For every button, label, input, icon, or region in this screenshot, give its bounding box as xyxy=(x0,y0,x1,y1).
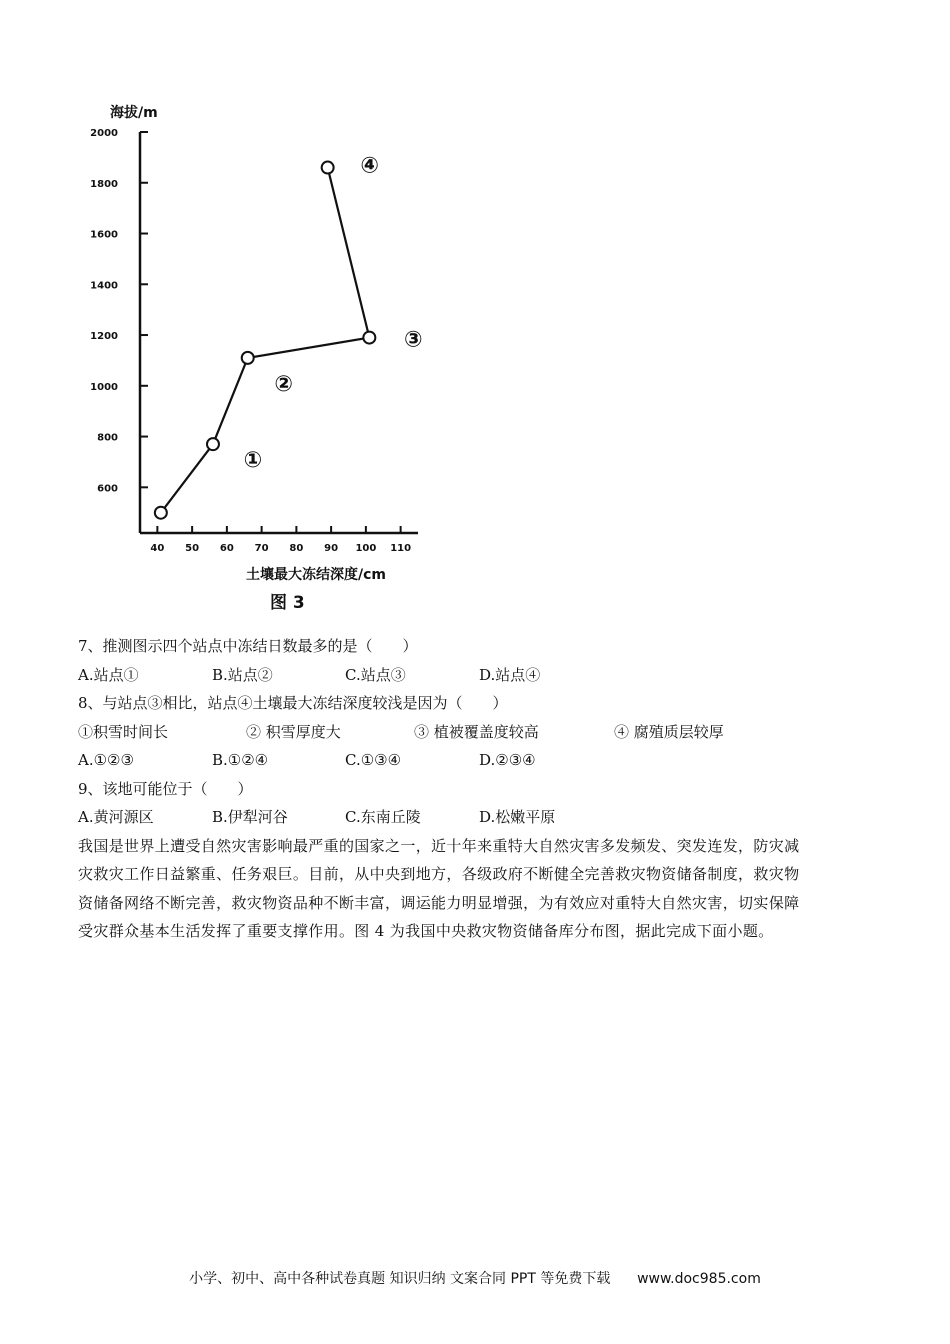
y-tick-label: 1400 xyxy=(90,280,118,292)
footer-site-link[interactable]: www.doc985.com xyxy=(637,1271,761,1287)
x-tick-label: 100 xyxy=(355,543,377,554)
y-tick-label: 600 xyxy=(97,483,118,495)
data-point xyxy=(242,352,254,364)
x-tick-label: 40 xyxy=(150,543,165,554)
q8-option-b[interactable]: B.①②④ xyxy=(212,751,269,769)
q9-option-b[interactable]: B.伊犁河谷 xyxy=(212,808,288,826)
q8-statement-2: ② 积雪厚度大 xyxy=(246,722,341,741)
figure-caption: 图 3 xyxy=(270,593,305,613)
q7-option-d[interactable]: D.站点④ xyxy=(479,665,541,684)
passage-line: 资储备网络不断完善，救灾物资品种不断丰富，调运能力明显增强，为有效应对重特大自然灾害，切实保障 xyxy=(78,893,800,912)
question-9-stem: 9、该地可能位于（ ） xyxy=(78,779,253,798)
q8-option-a[interactable]: A.①②③ xyxy=(78,751,134,769)
question-8-options xyxy=(78,746,878,775)
y-tick-label: 1000 xyxy=(90,381,118,393)
data-point xyxy=(155,507,167,519)
footer-text: 小学、初中、高中各种试卷真题 知识归纳 文案合同 PPT 等免费下载 xyxy=(189,1271,611,1287)
q9-option-d[interactable]: D.松嫩平原 xyxy=(479,808,556,826)
elevation-frost-depth-chart xyxy=(70,90,470,620)
q7-option-c[interactable]: C.站点③ xyxy=(345,665,406,684)
y-tick-label: 1200 xyxy=(90,331,118,343)
question-7-stem: 7、推测图示四个站点中冻结日数最多的是（ ） xyxy=(78,637,418,655)
x-tick-label: 70 xyxy=(254,543,269,554)
data-point xyxy=(363,332,375,344)
q9-option-a[interactable]: A.黄河源区 xyxy=(78,808,154,826)
station-label: ① xyxy=(243,448,263,474)
question-9-options xyxy=(78,803,878,832)
series-line xyxy=(161,168,370,513)
q7-option-a[interactable]: A.站点① xyxy=(78,665,139,684)
x-tick-label: 50 xyxy=(185,543,200,554)
q8-statement-1: ①积雪时间长 xyxy=(78,722,169,741)
q8-option-d[interactable]: D.②③④ xyxy=(479,751,536,769)
x-tick-label: 60 xyxy=(219,543,234,554)
x-axis-title: 土壤最大冻结深度/cm xyxy=(246,567,386,583)
y-tick-label: 1800 xyxy=(90,178,118,190)
station-label: ② xyxy=(274,371,294,397)
station-label: ④ xyxy=(360,153,379,179)
y-tick-label: 800 xyxy=(97,432,118,444)
passage-paragraph xyxy=(78,832,878,946)
passage-line: 受灾群众基本生活发挥了重要支撑作用。图 4 为我国中央救灾物资储备库分布图，据此完成下面小题。 xyxy=(78,922,774,940)
x-tick-label: 90 xyxy=(324,543,339,554)
x-tick-label: 110 xyxy=(390,543,412,554)
chart-svg xyxy=(70,90,470,620)
y-tick-label: 1600 xyxy=(90,229,118,241)
q8-statement-4: ④ 腐殖质层较厚 xyxy=(614,722,724,741)
question-7-options xyxy=(78,661,878,690)
y-tick-label: 2000 xyxy=(90,128,118,139)
x-tick-label: 80 xyxy=(289,543,304,554)
q8-statement-3: ③ 植被覆盖度较高 xyxy=(414,722,539,741)
data-point xyxy=(322,162,334,174)
data-point xyxy=(207,438,219,450)
passage-line: 灾救灾工作日益繁重、任务艰巨。目前，从中央到地方，各级政府不断健全完善救灾物资储备制度，救灾物 xyxy=(78,865,800,883)
page-footer xyxy=(0,1268,950,1288)
q9-option-c[interactable]: C.东南丘陵 xyxy=(345,808,421,826)
q8-option-c[interactable]: C.①③④ xyxy=(345,751,402,769)
passage-line: 我国是世界上遭受自然灾害影响最严重的国家之一，近十年来重特大自然灾害多发频发、突发连发，防灾减 xyxy=(78,836,800,855)
y-axis-title: 海拔/m xyxy=(110,105,158,121)
q7-option-b[interactable]: B.站点② xyxy=(212,665,273,684)
question-block xyxy=(78,632,878,946)
question-8-stem: 8、与站点③相比，站点④土壤最大冻结深度较浅是因为（ ） xyxy=(78,694,508,712)
question-8-statements xyxy=(78,718,878,747)
station-label: ③ xyxy=(404,327,423,353)
